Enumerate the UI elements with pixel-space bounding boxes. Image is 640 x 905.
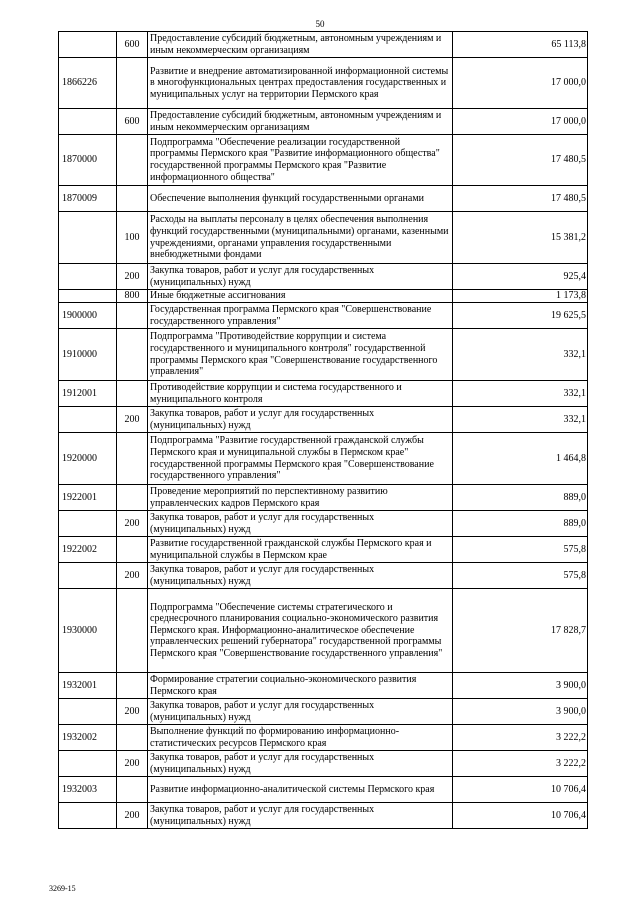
- table-row: [59, 725, 588, 751]
- expense-type-cell: [117, 673, 148, 699]
- table-row: [59, 777, 588, 803]
- expense-type-cell: [117, 135, 148, 186]
- name-cell: Выполнение функций по формированию информационно-статистических ресурсов Пермского края: [148, 725, 453, 751]
- expense-type-cell: 200: [117, 751, 148, 777]
- table-row: [59, 58, 588, 109]
- expense-type-cell: [117, 433, 148, 485]
- code-cell: 1870000: [59, 135, 117, 186]
- amount-cell: 3 900,0: [453, 673, 588, 699]
- name-cell: Расходы на выплаты персоналу в целях обеспечения выполнения функций государственными (муниципальными) органами, казенными учреждениями, органами управления государственными внебюджетными фондами: [148, 212, 453, 264]
- amount-cell: 1 173,8: [453, 290, 588, 303]
- name-cell: Предоставление субсидий бюджетным, автономным учреждениям и иным некоммерческим организациям: [148, 32, 453, 58]
- expense-type-cell: 100: [117, 212, 148, 264]
- name-cell: Закупка товаров, работ и услуг для государственных (муниципальных) нужд: [148, 803, 453, 829]
- expense-type-cell: 200: [117, 803, 148, 829]
- name-cell: Подпрограмма "Противодействие коррупции и система государственного и муниципального контроля" государственной программы Пермского края "Совершенствование государственного управления": [148, 329, 453, 381]
- table-row: [59, 329, 588, 381]
- code-cell: [59, 32, 117, 58]
- name-cell: Закупка товаров, работ и услуг для государственных (муниципальных) нужд: [148, 699, 453, 725]
- expense-type-cell: [117, 777, 148, 803]
- amount-cell: 17 000,0: [453, 109, 588, 135]
- code-cell: 1922001: [59, 485, 117, 511]
- code-cell: [59, 699, 117, 725]
- expense-type-cell: [117, 485, 148, 511]
- code-cell: 1932003: [59, 777, 117, 803]
- name-cell: Подпрограмма "Обеспечение системы стратегического и среднесрочного планирования социально-экономического развития Пермского края. Информационно-аналитическое обеспечение управленческих решений губернатора" государственной программы Пермского края "Совершенствование государственного управления": [148, 589, 453, 673]
- name-cell: Подпрограмма "Развитие государственной гражданской службы Пермского края и муниципальной службы в Пермском крае" государственной программы Пермского края "Совершенствование государственного управления": [148, 433, 453, 485]
- name-cell: Развитие государственной гражданской службы Пермского края и муниципальной службы в Пермском крае: [148, 537, 453, 563]
- amount-cell: 19 625,5: [453, 303, 588, 329]
- expense-type-cell: 800: [117, 290, 148, 303]
- name-cell: Противодействие коррупции и система государственного и муниципального контроля: [148, 381, 453, 407]
- name-cell: Закупка товаров, работ и услуг для государственных (муниципальных) нужд: [148, 751, 453, 777]
- expense-type-cell: [117, 58, 148, 109]
- budget-table: [58, 31, 588, 829]
- amount-cell: 575,8: [453, 537, 588, 563]
- code-cell: [59, 109, 117, 135]
- code-cell: [59, 803, 117, 829]
- amount-cell: 332,1: [453, 329, 588, 381]
- code-cell: [59, 290, 117, 303]
- expense-type-cell: [117, 329, 148, 381]
- table-row: [59, 699, 588, 725]
- table-row: [59, 303, 588, 329]
- code-cell: 1900000: [59, 303, 117, 329]
- amount-cell: 332,1: [453, 407, 588, 433]
- table-row: [59, 135, 588, 186]
- name-cell: Закупка товаров, работ и услуг для государственных (муниципальных) нужд: [148, 511, 453, 537]
- expense-type-cell: 200: [117, 264, 148, 290]
- expense-type-cell: 200: [117, 563, 148, 589]
- amount-cell: 15 381,2: [453, 212, 588, 264]
- table-row: [59, 32, 588, 58]
- amount-cell: 17 480,5: [453, 186, 588, 212]
- name-cell: Развитие информационно-аналитической системы Пермского края: [148, 777, 453, 803]
- expense-type-cell: [117, 725, 148, 751]
- code-cell: [59, 511, 117, 537]
- table-row: [59, 673, 588, 699]
- table-row: [59, 381, 588, 407]
- name-cell: Иные бюджетные ассигнования: [148, 290, 453, 303]
- table-row: [59, 264, 588, 290]
- amount-cell: 575,8: [453, 563, 588, 589]
- expense-type-cell: [117, 303, 148, 329]
- table-row: [59, 511, 588, 537]
- table-row: [59, 563, 588, 589]
- name-cell: Государственная программа Пермского края "Совершенствование государственного управления": [148, 303, 453, 329]
- table-row: [59, 485, 588, 511]
- table-row: [59, 212, 588, 264]
- code-cell: 1930000: [59, 589, 117, 673]
- table-row: [59, 803, 588, 829]
- amount-cell: 10 706,4: [453, 803, 588, 829]
- amount-cell: 925,4: [453, 264, 588, 290]
- expense-type-cell: 600: [117, 109, 148, 135]
- table-row: [59, 433, 588, 485]
- code-cell: [59, 212, 117, 264]
- name-cell: Закупка товаров, работ и услуг для государственных (муниципальных) нужд: [148, 264, 453, 290]
- expense-type-cell: 600: [117, 32, 148, 58]
- name-cell: Обеспечение выполнения функций государственными органами: [148, 186, 453, 212]
- amount-cell: 3 222,2: [453, 725, 588, 751]
- expense-type-cell: [117, 537, 148, 563]
- amount-cell: 889,0: [453, 485, 588, 511]
- table-row: [59, 537, 588, 563]
- amount-cell: 17 480,5: [453, 135, 588, 186]
- expense-type-cell: 200: [117, 511, 148, 537]
- amount-cell: 889,0: [453, 511, 588, 537]
- amount-cell: 17 000,0: [453, 58, 588, 109]
- code-cell: 1866226: [59, 58, 117, 109]
- code-cell: 1932002: [59, 725, 117, 751]
- name-cell: Закупка товаров, работ и услуг для государственных (муниципальных) нужд: [148, 407, 453, 433]
- name-cell: Развитие и внедрение автоматизированной информационной системы в многофункциональных центрах предоставления государственных и муниципальных услуг на территории Пермского края: [148, 58, 453, 109]
- code-cell: 1910000: [59, 329, 117, 381]
- amount-cell: 1 464,8: [453, 433, 588, 485]
- table-row: [59, 589, 588, 673]
- amount-cell: 65 113,8: [453, 32, 588, 58]
- expense-type-cell: [117, 589, 148, 673]
- name-cell: Закупка товаров, работ и услуг для государственных (муниципальных) нужд: [148, 563, 453, 589]
- expense-type-cell: 200: [117, 699, 148, 725]
- amount-cell: 3 222,2: [453, 751, 588, 777]
- code-cell: 1932001: [59, 673, 117, 699]
- table-row: [59, 407, 588, 433]
- document-code: 3269-15: [49, 884, 76, 893]
- table-row: [59, 751, 588, 777]
- code-cell: [59, 751, 117, 777]
- table-row: [59, 290, 588, 303]
- expense-type-cell: [117, 381, 148, 407]
- name-cell: Предоставление субсидий бюджетным, автономным учреждениям и иным некоммерческим организациям: [148, 109, 453, 135]
- code-cell: [59, 563, 117, 589]
- amount-cell: 10 706,4: [453, 777, 588, 803]
- code-cell: [59, 264, 117, 290]
- expense-type-cell: [117, 186, 148, 212]
- name-cell: Подпрограмма "Обеспечение реализации государственной программы Пермского края "Развитие информационного общества" государственной программы Пермского края "Развитие информационного общества": [148, 135, 453, 186]
- code-cell: [59, 407, 117, 433]
- page-number: 50: [315, 19, 325, 29]
- amount-cell: 332,1: [453, 381, 588, 407]
- table-row: [59, 109, 588, 135]
- name-cell: Формирование стратегии социально-экономического развития Пермского края: [148, 673, 453, 699]
- code-cell: 1920000: [59, 433, 117, 485]
- amount-cell: 17 828,7: [453, 589, 588, 673]
- code-cell: 1870009: [59, 186, 117, 212]
- amount-cell: 3 900,0: [453, 699, 588, 725]
- expense-type-cell: 200: [117, 407, 148, 433]
- code-cell: 1912001: [59, 381, 117, 407]
- code-cell: 1922002: [59, 537, 117, 563]
- table-row: [59, 186, 588, 212]
- name-cell: Проведение мероприятий по перспективному развитию управленческих кадров Пермского края: [148, 485, 453, 511]
